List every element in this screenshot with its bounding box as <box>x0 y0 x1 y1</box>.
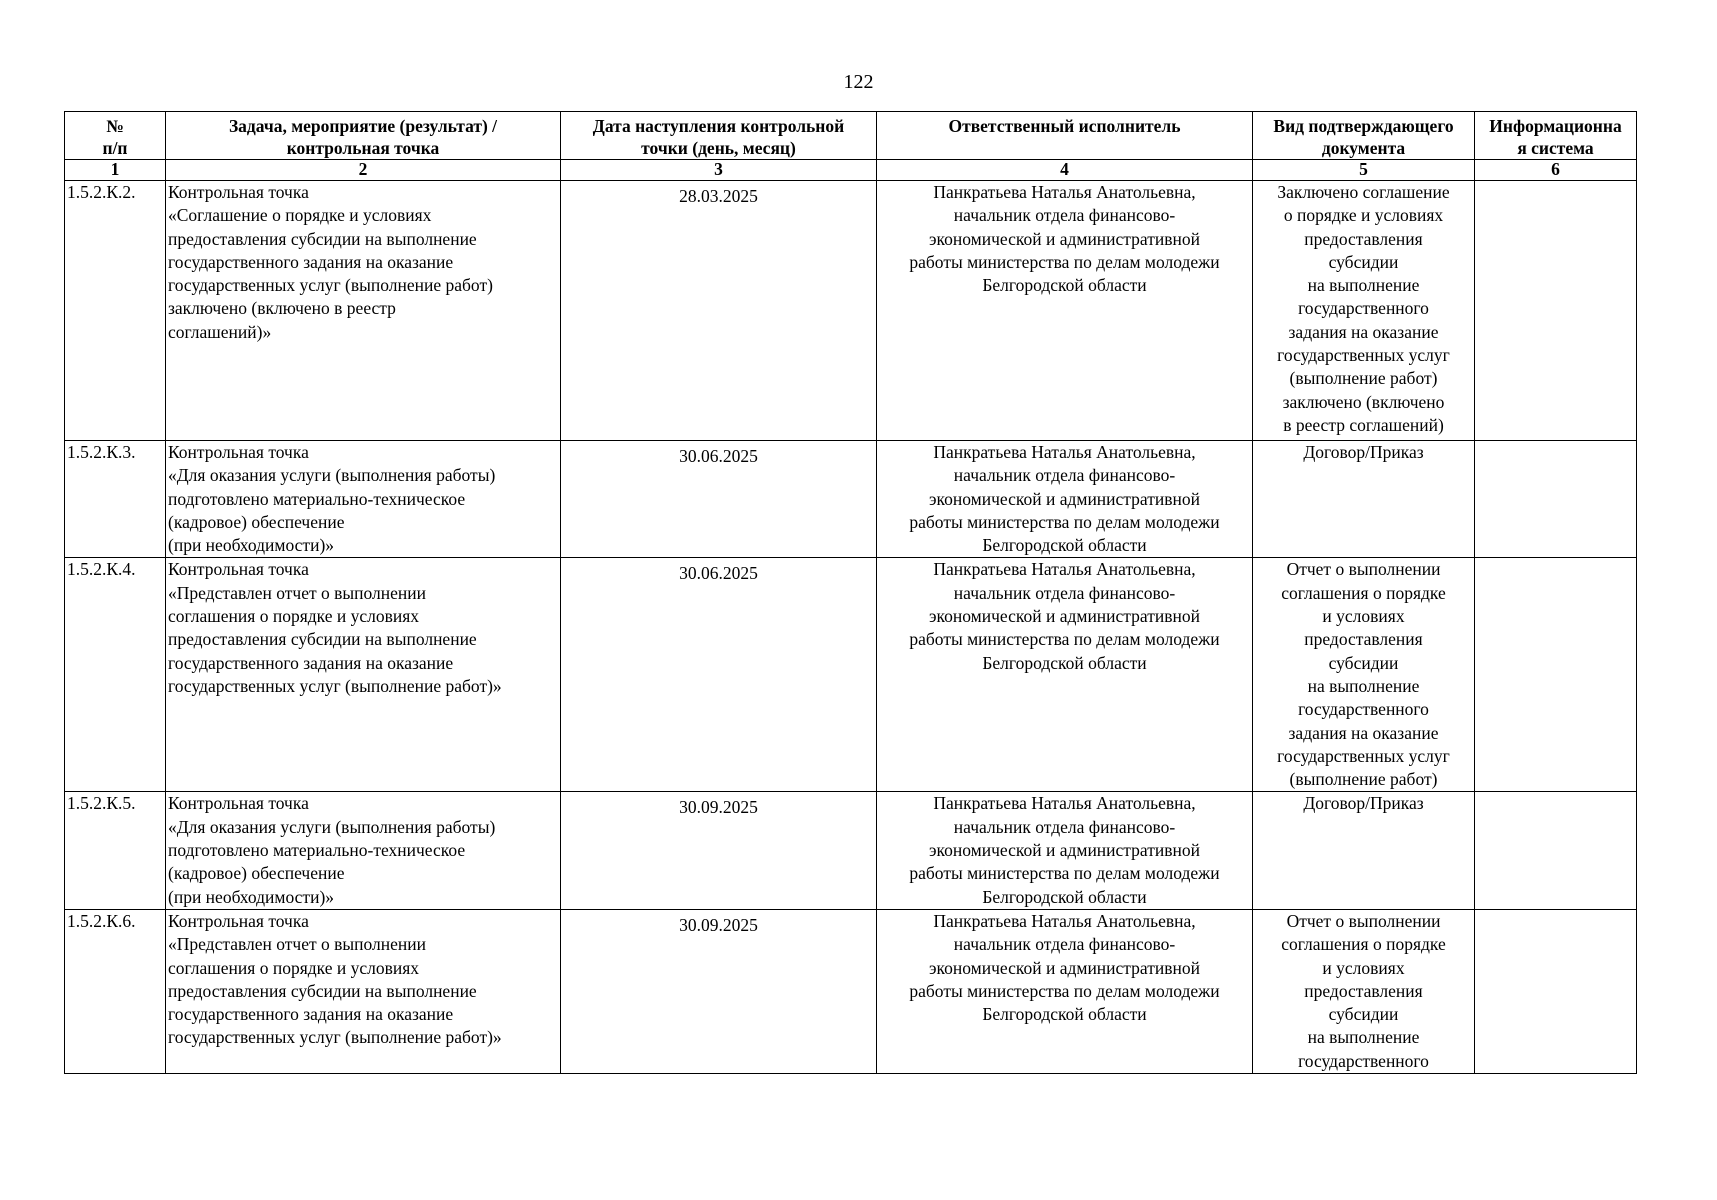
control-points-table <box>64 111 1637 1074</box>
document-cell: Отчет о выполнении соглашения о порядке и условиях предоставления субсидии на выполнение государственного <box>1253 909 1475 1073</box>
date-cell <box>561 792 877 909</box>
row-number: 1.5.2.К.5. <box>65 792 166 909</box>
column-number: 5 <box>1253 160 1475 181</box>
header-cell: № п/п <box>65 112 166 160</box>
document-cell: Отчет о выполнении соглашения о порядке и условиях предоставления субсидии на выполнение государственного задания на оказание государственных услуг (выполнение работ) <box>1253 558 1475 792</box>
document-cell: Договор/Приказ <box>1253 441 1475 558</box>
task-cell: Контрольная точка «Соглашение о порядке и условиях предоставления субсидии на выполнение государственного задания на оказание государственных услуг (выполнение работ) заключено (включено в реестр соглашений)» <box>166 181 561 441</box>
header-cell: Дата наступления контрольной точки (день, месяц) <box>561 112 877 160</box>
page-number: 122 <box>843 71 874 93</box>
row-number: 1.5.2.К.2. <box>65 181 166 441</box>
header-cell: Задача, мероприятие (результат) / контрольная точка <box>166 112 561 160</box>
date-cell <box>561 558 877 792</box>
table-row <box>65 558 1637 792</box>
task-cell: Контрольная точка «Представлен отчет о выполнении соглашения о порядке и условиях предоставления субсидии на выполнение государственного задания на оказание государственных услуг (выполнение работ)» <box>166 909 561 1073</box>
row-number: 1.5.2.К.3. <box>65 441 166 558</box>
system-cell <box>1475 558 1637 792</box>
table-row <box>65 181 1637 441</box>
column-number: 2 <box>166 160 561 181</box>
responsible-cell: Панкратьева Наталья Анатольевна, начальник отдела финансово- экономической и административной работы министерства по делам молодежи Белгородской области <box>877 181 1253 441</box>
column-number-row <box>65 160 1637 181</box>
table-header-row <box>65 112 1637 160</box>
control-date: 30.09.2025 <box>679 797 758 818</box>
system-cell <box>1475 181 1637 441</box>
table-row <box>65 792 1637 909</box>
responsible-cell: Панкратьева Наталья Анатольевна, начальник отдела финансово- экономической и административной работы министерства по делам молодежи Белгородской области <box>877 441 1253 558</box>
document-cell: Заключено соглашение о порядке и условиях предоставления субсидии на выполнение государственного задания на оказание государственных услуг (выполнение работ) заключено (включено в реестр соглашений) <box>1253 181 1475 441</box>
control-date: 28.03.2025 <box>679 186 758 206</box>
row-number: 1.5.2.К.4. <box>65 558 166 792</box>
table-row <box>65 441 1637 558</box>
row-number: 1.5.2.К.6. <box>65 909 166 1073</box>
column-number: 4 <box>877 160 1253 181</box>
header-cell: Вид подтверждающего документа <box>1253 112 1475 160</box>
header-cell: Ответственный исполнитель <box>877 112 1253 160</box>
date-cell <box>561 181 877 441</box>
task-cell: Контрольная точка «Представлен отчет о выполнении соглашения о порядке и условиях предоставления субсидии на выполнение государственного задания на оказание государственных услуг (выполнение работ)» <box>166 558 561 792</box>
date-cell <box>561 441 877 558</box>
system-cell <box>1475 792 1637 909</box>
responsible-cell: Панкратьева Наталья Анатольевна, начальник отдела финансово- экономической и административной работы министерства по делам молодежи Белгородской области <box>877 558 1253 792</box>
date-cell <box>561 909 877 1073</box>
responsible-cell: Панкратьева Наталья Анатольевна, начальник отдела финансово- экономической и административной работы министерства по делам молодежи Белгородской области <box>877 792 1253 909</box>
control-date: 30.06.2025 <box>679 563 758 584</box>
responsible-cell: Панкратьева Наталья Анатольевна, начальник отдела финансово- экономической и административной работы министерства по делам молодежи Белгородской области <box>877 909 1253 1073</box>
system-cell <box>1475 441 1637 558</box>
control-date: 30.06.2025 <box>679 446 758 466</box>
document-cell: Договор/Приказ <box>1253 792 1475 909</box>
column-number: 1 <box>65 160 166 181</box>
control-date: 30.09.2025 <box>679 914 758 935</box>
table-row <box>65 909 1637 1073</box>
task-cell: Контрольная точка «Для оказания услуги (выполнения работы) подготовлено материально-техническое (кадровое) обеспечение (при необходимости)» <box>166 792 561 909</box>
column-number: 3 <box>561 160 877 181</box>
column-number: 6 <box>1475 160 1637 181</box>
task-cell: Контрольная точка «Для оказания услуги (выполнения работы) подготовлено материально-техническое (кадровое) обеспечение (при необходимости)» <box>166 441 561 558</box>
header-cell: Информационна я система <box>1475 112 1637 160</box>
system-cell <box>1475 909 1637 1073</box>
